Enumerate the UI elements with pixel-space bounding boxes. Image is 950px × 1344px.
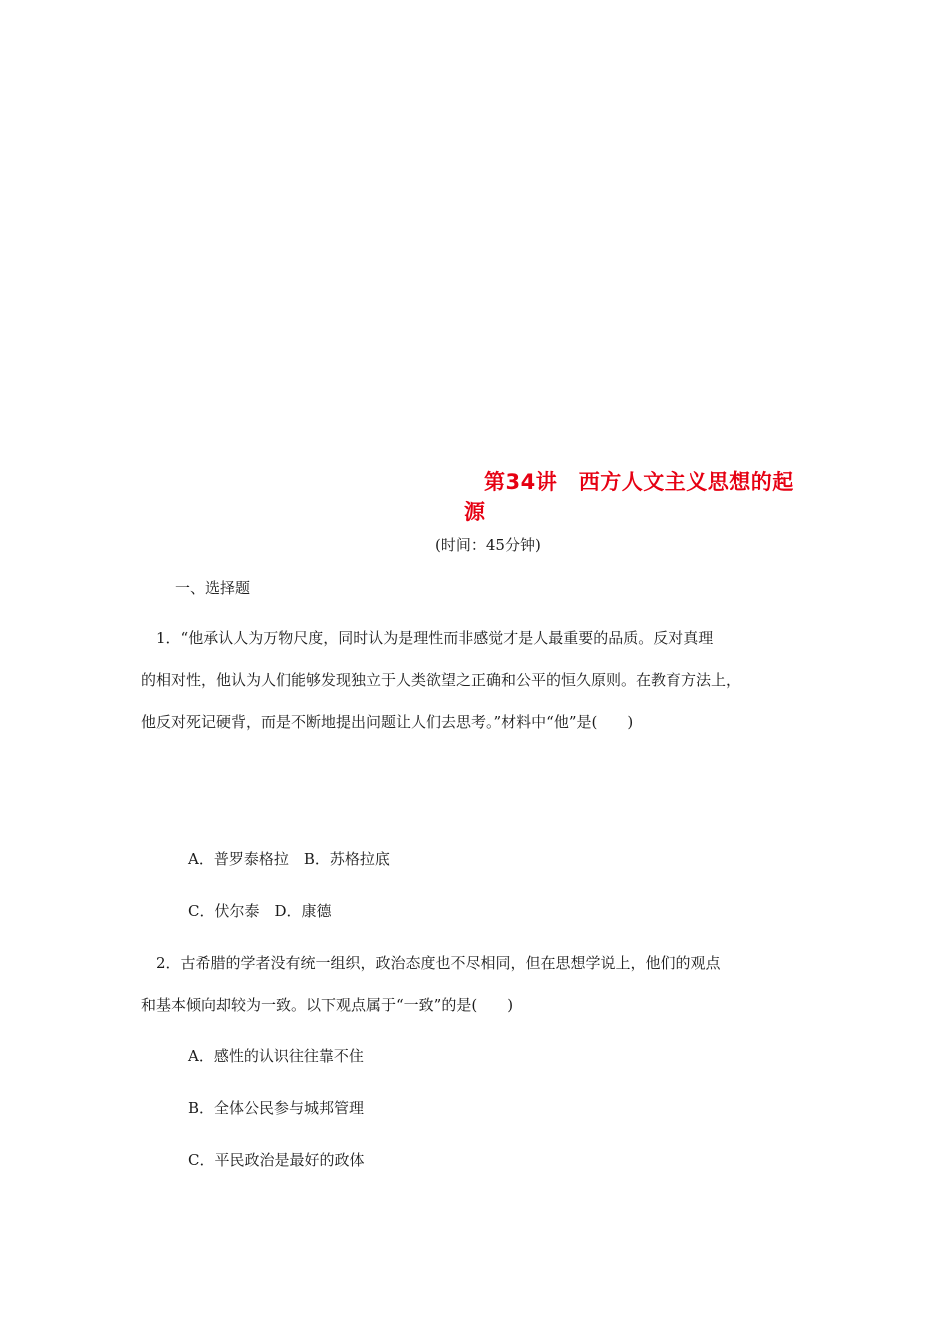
question-1-line-3: 他反对死记硬背，而是不断地提出问题让人们去思考。”材料中“他”是( ) [141,713,634,731]
question-1-line-2: 的相对性，他认为人们能够发现独立于人类欲望之正确和公平的恒久原则。在教育方法上， [141,671,742,689]
question-2-option-a: A．感性的认识往往靠不住 [188,1047,364,1065]
section-heading: 一、选择题 [175,579,251,597]
question-2-option-c: C．平民政治是最好的政体 [188,1151,365,1169]
question-1-options-ab: A．普罗泰格拉 B．苏格拉底 [188,850,390,868]
question-1-line-1: 1．“他承认人为万物尺度，同时认为是理性而非感觉才是人最重要的品质。反对真理 [141,629,714,647]
time-limit-note: (时间：45分钟) [435,536,541,554]
question-2-line-1: 2．古希腊的学者没有统一组织，政治态度也不尽相同，但在思想学说上，他们的观点 [141,954,721,972]
question-1-options-cd: C．伏尔泰 D．康德 [188,902,332,920]
lesson-title-continued: 源 [464,500,485,524]
question-2-line-2: 和基本倾向却较为一致。以下观点属于“一致”的是( ) [141,996,514,1014]
question-2-option-b: B．全体公民参与城邦管理 [188,1099,365,1117]
lesson-title: 第34讲 西方人文主义思想的起 [484,470,794,494]
